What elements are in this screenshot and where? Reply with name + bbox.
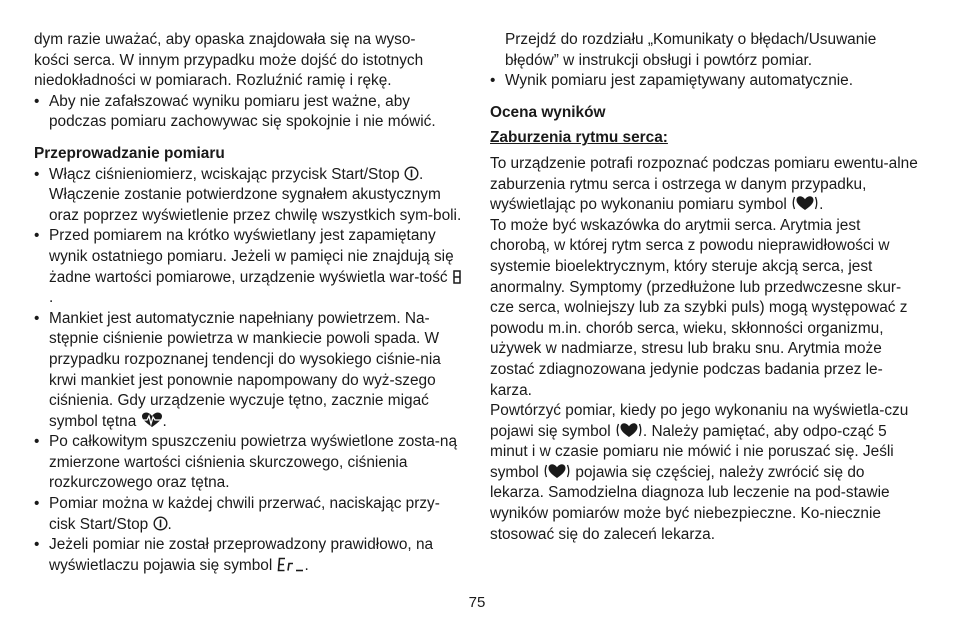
- bullet-power-on: [34, 165, 466, 227]
- bullet-cuff-text-2: .: [162, 412, 167, 430]
- bullet-calm: [34, 92, 466, 133]
- page-number: 75: [468, 594, 486, 611]
- bullet-interrupt: [34, 494, 466, 535]
- p3-text-a: Powtórzyć pomiar, kiedy po jego wykonaniu na wyświetla-czu pojawi się symbol: [490, 402, 909, 440]
- bullet-calm-text: Aby nie zafałszować wyniku pomiaru jest ważne, aby podczas pomiaru zachowywac się spokojnie i nie mówić.: [49, 92, 436, 131]
- bullet-results: [34, 432, 466, 494]
- bullet-interrupt-text: Pomiar można w każdej chwili przerwać, naciskając przy-cisk Start/Stop: [49, 495, 440, 533]
- arrhythmia-heart-icon: [543, 463, 571, 479]
- left-column: [34, 30, 466, 576]
- continued-text: Przejdź do rozdziału „Komunikaty o błędach/Usuwanie błędów” w instrukcji obsługi i powtórz pomiar.: [505, 31, 877, 69]
- bullet-dot: •: [34, 227, 40, 245]
- bullet-dot: •: [490, 72, 496, 90]
- bullet-dot: •: [34, 433, 40, 451]
- bullet-cuff-text: Mankiet jest automatycznie napełniany powietrzem. Na-stępnie ciśnienie powietrza w mankiecie powoli spada. W przypadku rozpoznanej tendencji do wysokiego ciśnie-nia krwi mankiet jest ponownie napompowany do wyż-szego ciśnienia. Gdy urządzenie wyczuje tętno, zacznie migać symbol tętna: [49, 309, 441, 430]
- bullet-dot: •: [34, 165, 40, 183]
- p1-text-2: .: [819, 196, 824, 214]
- arrhythmia-heart-icon: [615, 422, 643, 438]
- p3-text-b: . Należy pamiętać, aby odpo-cząć 5 minut i w czasie pomiaru nie mówić i nie poruszać się. Jeśli symbol: [490, 422, 894, 481]
- bullet-dot: •: [34, 309, 40, 327]
- bullet-dot: •: [34, 536, 40, 554]
- empty-digit-icon: [452, 270, 462, 284]
- arrhythmia-paragraph-2: To może być wskazówka do arytmii serca. Arytmia jest chorobą, w której rytm serca z powodu nieprawidłowości w systemie bioelektrycznym, który steruje akcją serca, jest anormalny. Symptomy (przedłużone lub przedwczesne skur-cze serca, wolniejszy lub za szybki puls) mogą występować z powodu m.in. chorób serca, wieku, skłonności organizmu, używek w nadmiarze, stresu lub braku snu. Arytmia może zostać zdiagnozowana jedynie podczas badania przez le-karza.: [490, 216, 908, 399]
- bullet-cuff: [34, 309, 466, 433]
- bullet-results-text: Po całkowitym spuszczeniu powietrza wyświetlone zosta-ną zmierzone wartości ciśnienia skurczowego, ciśnienia rozkurczowego oraz tętna.: [49, 433, 458, 492]
- bullet-autosave: [490, 71, 922, 92]
- intro-line-3: niedokładności w pomiarach. Rozluźnić ramię i rękę.: [34, 72, 392, 90]
- arrhythmia-paragraph-3: [490, 401, 922, 545]
- p3-text-c: pojawia się częściej, należy zwrócić się do lekarza. Samodzielna diagnoza lub leczenie na pod-stawie wyników pomiarów może być niebezpieczne. Ko-niecznie stosować się do zaleceń lekarza.: [490, 463, 890, 543]
- p1-text: To urządzenie potrafi rozpoznać podczas pomiaru ewentu-alne zaburzenia rytmu serca i ostrzega w danym przypadku, wyświetlając po wykonaniu pomiaru symbol: [490, 154, 918, 214]
- subheading-arrhythmia: Zaburzenia rytmu serca:: [490, 129, 668, 147]
- section-heading-measurement: Przeprowadzanie pomiaru: [34, 144, 225, 162]
- pulse-heart-icon: [141, 412, 163, 428]
- bullet-last-result-text: Przed pomiarem na krótko wyświetlany jest zapamiętany wynik ostatniego pomiaru. Jeżeli w pamięci nie znajdują się żadne wartości pomiarowe, urządzenie wyświetla war-tość: [49, 227, 454, 286]
- intro-line-1: dym razie uważać, aby opaska znajdowała się na wyso-: [34, 31, 416, 48]
- bullet-autosave-text: Wynik pomiaru jest zapamiętywany automatycznie.: [505, 72, 854, 90]
- power-icon: [404, 166, 419, 181]
- power-icon: [153, 516, 168, 531]
- right-column: [490, 30, 922, 545]
- arrhythmia-paragraph-1: [490, 154, 922, 216]
- bullet-error-text: Jeżeli pomiar nie został przeprowadzony prawidłowo, na wyświetlaczu pojawia się symbol: [49, 536, 434, 574]
- bullet-interrupt-text-2: .: [167, 515, 172, 533]
- bullet-error-text-2: .: [304, 556, 309, 574]
- bullet-dot: •: [34, 92, 40, 110]
- bullet-error: [34, 535, 466, 576]
- error-er-icon: [277, 557, 305, 572]
- bullet-last-result: [34, 226, 466, 308]
- bullet-last-result-text-2: .: [49, 289, 54, 307]
- arrhythmia-heart-icon: [791, 195, 819, 211]
- bullet-dot: •: [34, 495, 40, 513]
- bullet-power-on-text-2: . Włączenie zostanie potwierdzone sygnałem akustycznym oraz poprzez wyświetlenie przez chwilę wszystkich sym-boli.: [49, 165, 462, 224]
- bullet-power-on-text: Włącz ciśnieniomierz, wciskając przycisk Start/Stop: [49, 165, 400, 183]
- intro-line-2: kości serca. W innym przypadku może dojść do istotnych: [34, 51, 424, 69]
- section-heading-results: Ocena wyników: [490, 103, 606, 121]
